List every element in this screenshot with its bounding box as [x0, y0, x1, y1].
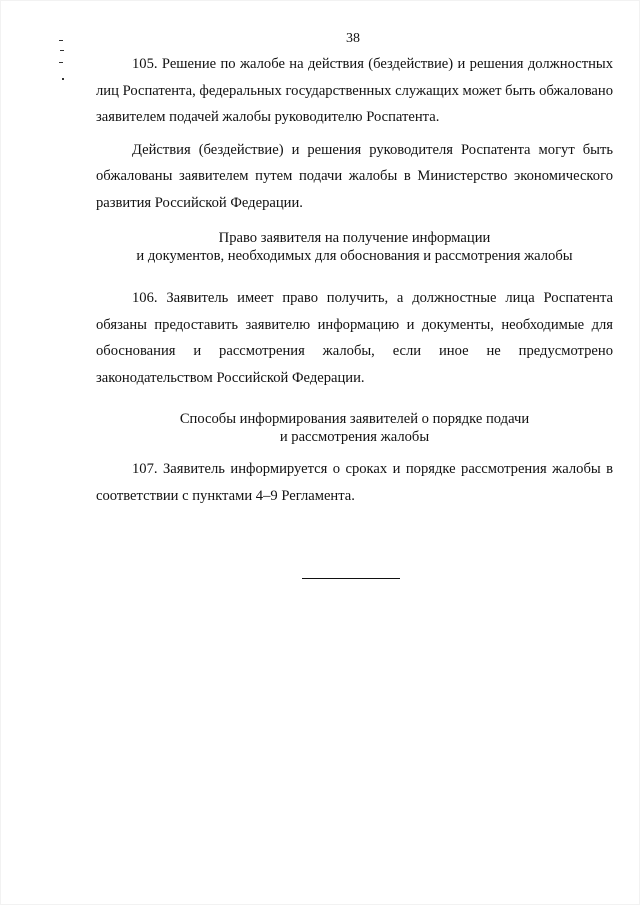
heading-line: Способы информирования заявителей о порядке подачи: [179, 411, 530, 427]
heading-informing-methods: [96, 410, 613, 446]
margin-mark: [60, 50, 64, 51]
margin-mark: [59, 40, 63, 41]
paragraph-106: 106. Заявитель имеет право получить, а должностные лица Роспатента обязаны предоставить заявителю информацию и документы, необходимые для обоснования и рассмотрения жалобы, если иное не предусмотрено законодательством Российской Федерации.: [96, 290, 613, 386]
heading-right-to-information: [96, 229, 613, 265]
closing-rule: [302, 578, 400, 579]
margin-mark: [62, 78, 64, 80]
heading-line: Право заявителя на получение информации: [218, 230, 491, 246]
section-106-block: [96, 285, 613, 397]
paragraph-105: 105. Решение по жалобе на действия (бездействие) и решения должностных лиц Роспатента, федеральных государственных служащих может быть обжаловано заявителем подачей жалобы руководителю Роспатента.: [96, 56, 613, 125]
section-105-block: [96, 51, 613, 222]
section-107-block: [96, 456, 613, 515]
paragraph-105-appeal: Действия (бездействие) и решения руководителя Роспатента могут быть обжалованы заявителем путем подачи жалобы в Министерство экономического развития Российской Федерации.: [96, 141, 613, 211]
paragraph-107: 107. Заявитель информируется о сроках и порядке рассмотрения жалобы в соответствии с пунктами 4–9 Регламента.: [96, 461, 613, 504]
heading-line: и документов, необходимых для обоснования и рассмотрения жалобы: [136, 248, 573, 264]
margin-marks: [58, 38, 68, 88]
heading-line: и рассмотрения жалобы: [279, 429, 430, 445]
margin-mark: [59, 62, 63, 63]
page-number: 38: [346, 31, 360, 46]
